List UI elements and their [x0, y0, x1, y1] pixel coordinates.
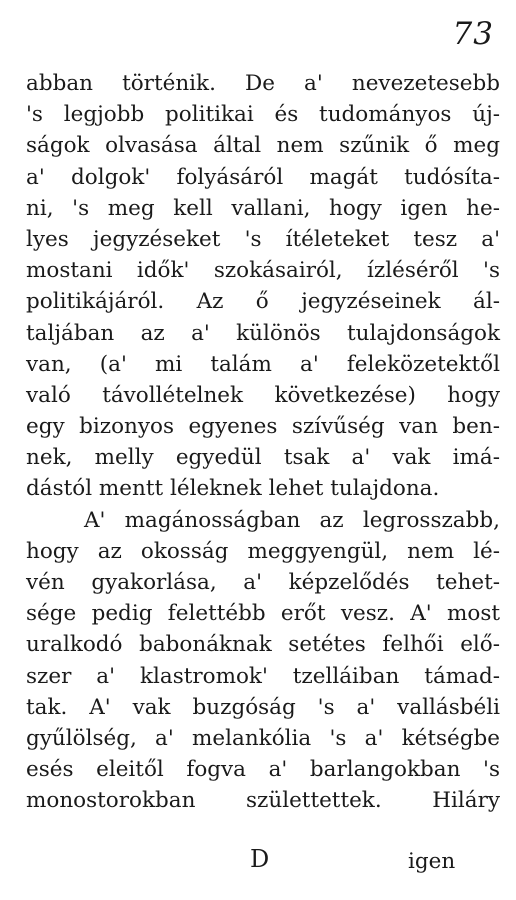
text-line: a' dolgok' folyásáról magát tudósíta-	[26, 164, 500, 190]
text-line: lyes jegyzéseket 's ítéleteket tesz a'	[26, 226, 500, 252]
body-text	[26, 68, 500, 817]
text-line: van, (a' mi talám a' feleközetektől	[26, 351, 500, 377]
text-line: egy bizonyos egyenes szívűség van ben-	[26, 414, 500, 440]
text-line: politikájáról. Az ő jegyzéseinek ál-	[26, 289, 500, 315]
text-line: nek, melly egyedül tsak a' vak imá-	[26, 445, 500, 471]
text-line: 's legjobb politikai és tudományos új-	[26, 102, 500, 128]
text-line: vén gyakorlása, a' képzelődés tehet-	[26, 570, 500, 595]
page-number: 73	[452, 16, 494, 52]
text-line: tak. A' vak buzgóság 's a' vallásbéli	[26, 694, 500, 720]
text-line: ságok olvasása által nem szűnik ő meg	[26, 133, 500, 159]
text-line: sége pedig felettébb erőt vesz. A' most	[26, 601, 500, 627]
text-line: gyűlölség, a' melankólia 's a' kétségbe	[26, 725, 500, 751]
text-line: hogy az okosság meggyengül, nem lé-	[26, 538, 500, 564]
text-line: való távollételnek következése) hogy	[26, 382, 500, 408]
text-line: esés eleitől fogva a' barlangokban 's	[26, 757, 500, 783]
text-line: uralkodó babonáknak setétes felhői elő-	[26, 632, 500, 658]
text-line: ni, 's meg kell vallani, hogy igen he-	[26, 195, 500, 221]
page-footer	[0, 845, 516, 885]
text-line: szer a' klastromok' tzelláiban támad-	[26, 663, 500, 689]
signature-mark: D	[250, 845, 270, 873]
paragraph-start-line: A' magánosságban az legrosszabb,	[84, 507, 500, 533]
text-line: taljában az a' különös tulajdonságok	[26, 320, 500, 346]
text-line: mostani idők' szokásairól, ízléséről 's	[26, 258, 500, 284]
catchword: igen	[408, 849, 456, 874]
text-line: monostorokban születtettek. Hiláry	[26, 788, 500, 814]
text-line: abban történik. De a' nevezetesebb	[26, 71, 500, 96]
text-line: dástól mentt léleknek lehet tulajdona.	[26, 476, 440, 502]
